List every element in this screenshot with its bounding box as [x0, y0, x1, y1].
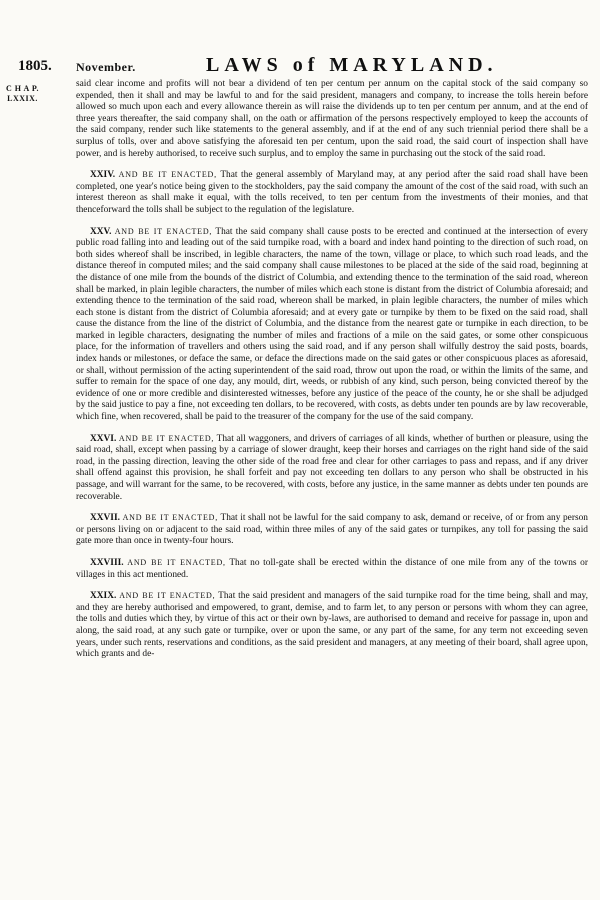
paragraph-continuation [76, 79, 588, 160]
document-body [76, 79, 588, 670]
header-title: LAWS of MARYLAND. [206, 54, 498, 76]
section-number: XXVII. [90, 513, 120, 524]
header-year: 1805. [18, 58, 52, 74]
section-number: XXVIII. [90, 557, 124, 568]
section-number: XXIV. [90, 170, 116, 181]
enacting-clause: AND BE IT ENACTED, [114, 226, 213, 236]
section-xxvi [76, 433, 588, 504]
paragraph-text: said clear income and profits will not bear a dividend of ten per centum per annum on the capital stock of the said company so expended, then it shall and may be lawful to and for the said president, managers and company, to increase the tolls herein before allowed so much upon each and every allowance therein as will raise the dividends up to ten per centum per annum, and at the end of three years thereafter, the said company shall, on the oath or affirmation of the persons respectively employed to keep the accounts of the said company, render such like statements to the general assembly, and if at the end of any such triennial period there shall be a surplus of tolls, over and above satisfying the aforesaid ten per centum, upon the said road, the said court of inspection shall have power, and is hereby authorised, to receive such surplus, and to employ the same in purchasing out the stock of the said road. [76, 79, 588, 159]
header-month: November. [76, 60, 136, 74]
chapter-label: C H A P. [6, 84, 40, 93]
chapter-number: LXXIX. [7, 94, 38, 103]
section-xxv [76, 226, 588, 424]
enacting-clause: AND BE IT ENACTED, [127, 557, 226, 567]
section-xxvii [76, 512, 588, 548]
section-text: That the said president and managers of the said turnpike road for the time being, shall and may, and they are hereby authorised and empowered, to grant, demise, and to farm let, to any person or persons with whom they can agree, the tolls and duties which they, by virtue of this act or their own by-laws, are authorised to demand and receive for passage in, upon and along, the said road, at any such gate or turnpike, over or upon the same, or any part of the same, for any term not exceeding seven years, under such rents, reservations and conditions, as the said president and managers, at any meeting of their board, shall agree upon, which grants and de- [76, 591, 588, 660]
enacting-clause: AND BE IT ENACTED, [119, 591, 216, 601]
section-text: That all waggoners, and drivers of carriages of all kinds, whether of burthen or pleasure, using the said road, shall, except when passing by a carriage of slower draught, keep their horses and carriages on the right hand side of the said road, in the passing direction, leaving the other side of the road free and clear for other carriages to pass and repass, and if any driver shall offend against this provision, he shall forfeit and pay not exceeding ten dollars to any person who shall be obstructed in his passage, and will warrant for the same, to be recovered, with costs, before any justice, in the same manner as debts under ten pounds are recoverable. [76, 433, 588, 502]
enacting-clause: AND BE IT ENACTED, [118, 170, 217, 180]
section-text: That no toll-gate shall be erected within the distance of one mile from any of the towns or villages in this act mentioned. [76, 557, 588, 580]
chapter-margin-note [6, 84, 39, 104]
section-text: That the said company shall cause posts to be erected and continued at the intersection of every public road falling into and leading out of the said turnpike road, with a board and index hand pointing to the direction of such road, on both sides whereof shall be inscribed, in legible characters, the name of the town, village or place, to which such road leads, and the distance thereof in computed miles; and the said company shall cause milestones to be placed at the side of the said road, beginning at the distance of one mile from the bounds of the district of Columbia, and extending thence to the termination of the said road, whereon shall be marked, in plain legible characters, the number of miles which each stone is distant from the district of Columbia aforesaid; and extending thence to the termination of the said road, whereon shall be marked, in plain legible characters, the number of miles which each stone is distant from the district of Columbia aforesaid; and at every gate or turnpike by them to be fixed on the said road, shall cause the distance from the line of the district of Columbia, and the distance from the nearest gate or turnpike in each direction, to be marked in legible characters, designating the number of miles and fractions of a mile on the said gates, or some other conspicuous place, for the information of travellers and others using the said road, and if any person shall wilfully destroy the said posts, boards, index hands or milestones, or deface the same, or deface the directions made on the said gates or other conspicuous places as aforesaid, or shall, without permission of the acting superintendent of the said road, throw out upon the road, or within the limits of the same, and suffer to remain for the space of one day, any mould, dirt, weeds, or rubbish of any kind, such person, being convicted thereof by the evidence of one or more credible and disinterested witnesses, before any justice of the peace of the county, he or she shall be adjudged by the said justice to pay a fine, not exceeding ten dollars, to be recovered, with costs, as debts under ten pounds are by law recoverable, which fine, when recovered, shall be paid to the treasurer of the company for the use of the said company. [76, 226, 588, 423]
section-xxviii [76, 557, 588, 581]
section-number: XXV. [90, 226, 112, 237]
section-number: XXIX. [90, 591, 117, 602]
section-xxiv [76, 169, 588, 216]
enacting-clause: AND BE IT ENACTED, [122, 513, 219, 523]
section-text: That the general assembly of Maryland may, at any period after the said road shall have been completed, one year's notice being given to the stockholders, pay the said company the amount of the cost of the said road, with such an interest thereon as shall make it equal, with the tolls received, to ten per centum from the investments of their monies, and that thenceforward the tolls shall be subject to the regulation of the legislature. [76, 170, 588, 215]
page-header [18, 56, 590, 78]
enacting-clause: AND BE IT ENACTED, [118, 433, 215, 443]
section-xxix [76, 590, 588, 661]
section-text: That it shall not be lawful for the said company to ask, demand or receive, of or from any person or persons living on or adjacent to the said road, within three miles of any of the said gates or turnpikes, any toll for passing the said gate more than once in twenty-four hours. [76, 513, 588, 547]
section-number: XXVI. [90, 433, 117, 444]
